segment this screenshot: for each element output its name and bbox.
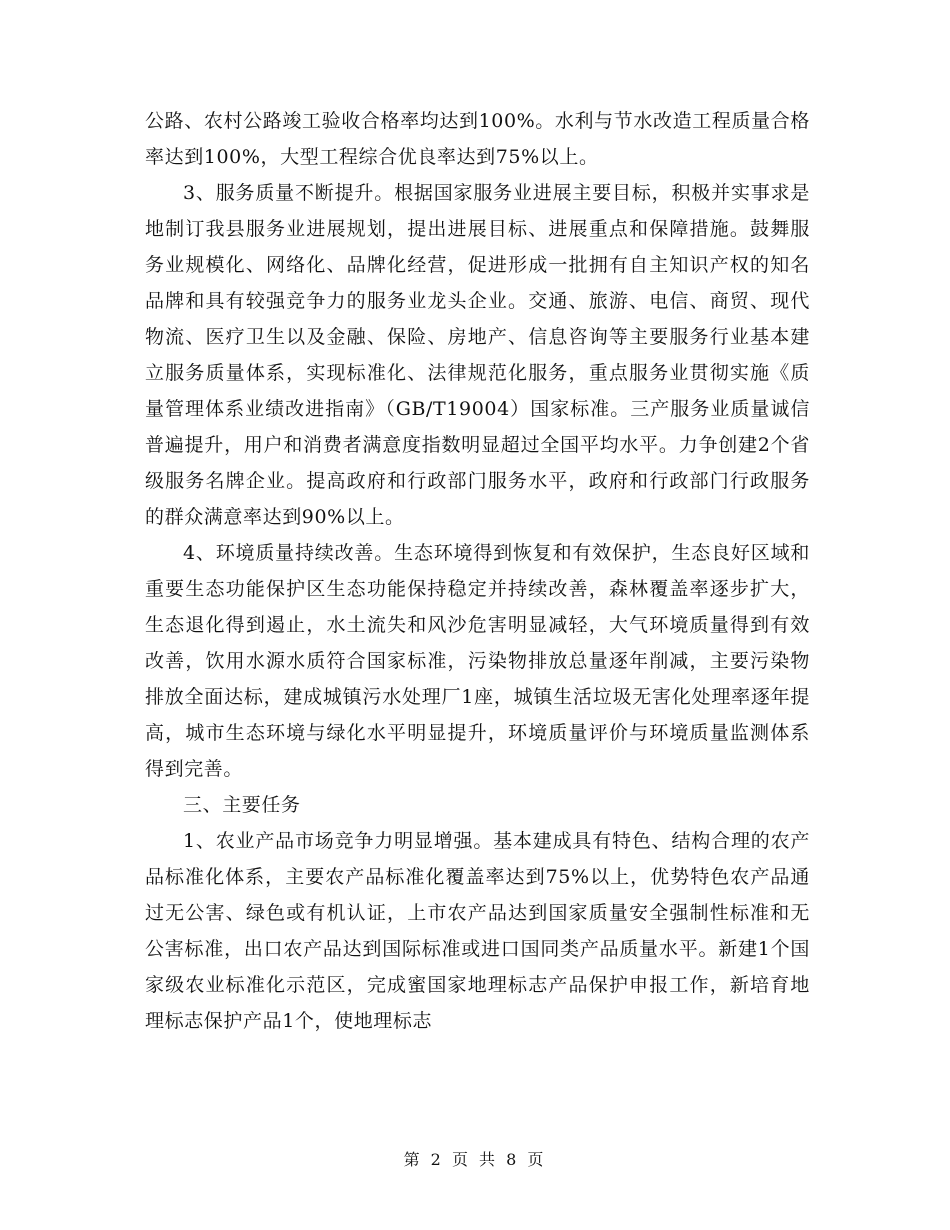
section-heading-main-tasks: 三、主要任务 — [183, 794, 301, 816]
paragraph-service-quality: 3、服务质量不断提升。根据国家服务业进展主要目标，积极并实事求是地制订我县服务业进展规划，提出进展目标、进展重点和保障措施。鼓舞服务业规模化、网络化、品牌化经营，促进形成一批拥有自主知识产权的知名品牌和具有较强竞争力的服务业龙头企业。交通、旅游、电信、商贸、现代物流、医疗卫生以及金融、保险、房地产、信息咨询等主要服务行业基本建立服务质量体系，实现标准化、法律规范化服务，重点服务业贯彻实施《质量管理体系业绩改进指南》（GB/T19004）国家标准。三产服务业质量诚信普遍提升，用户和消费者满意度指数明显超过全国平均水平。力争创建2个省级服务名牌企业。提高政府和行政部门服务水平，政府和行政部门行政服务的群众满意率达到90%以上。 — [145, 182, 810, 528]
paragraph-environment-quality: 4、环境质量持续改善。生态环境得到恢复和有效保护，生态良好区域和重要生态功能保护区生态功能保持稳定并持续改善，森林覆盖率逐步扩大，生态退化得到遏止，水土流失和风沙危害明显减轻，大气环境质量得到有效改善，饮用水源水质符合国家标准，污染物排放总量逐年削减，主要污染物排放全面达标，建成城镇污水处理厂1座，城镇生活垃圾无害化处理率逐年提高，城市生态环境与绿化水平明显提升，环境质量评价与环境质量监测体系得到完善。 — [145, 542, 810, 780]
paragraph-continuation: 公路、农村公路竣工验收合格率均达到100%。水利与节水改造工程质量合格率达到100%，大型工程综合优良率达到75%以上。 — [145, 110, 810, 168]
paragraph-agriculture: 1、农业产品市场竞争力明显增强。基本建成具有特色、结构合理的农产品标准化体系，主要农产品标准化覆盖率达到75%以上，优势特色农产品通过无公害、绿色或有机认证，上市农产品达到国家质量安全强制性标准和无公害标准，出口农产品达到国际标准或进口国同类产品质量水平。新建1个国家级农业标准化示范区，完成蜜国家地理标志产品保护申报工作，新培育地理标志保护产品1个，使地理标志 — [145, 830, 810, 1032]
document-body — [145, 103, 810, 1039]
page-number-footer: 第 2 页 共 8 页 — [403, 1150, 547, 1169]
